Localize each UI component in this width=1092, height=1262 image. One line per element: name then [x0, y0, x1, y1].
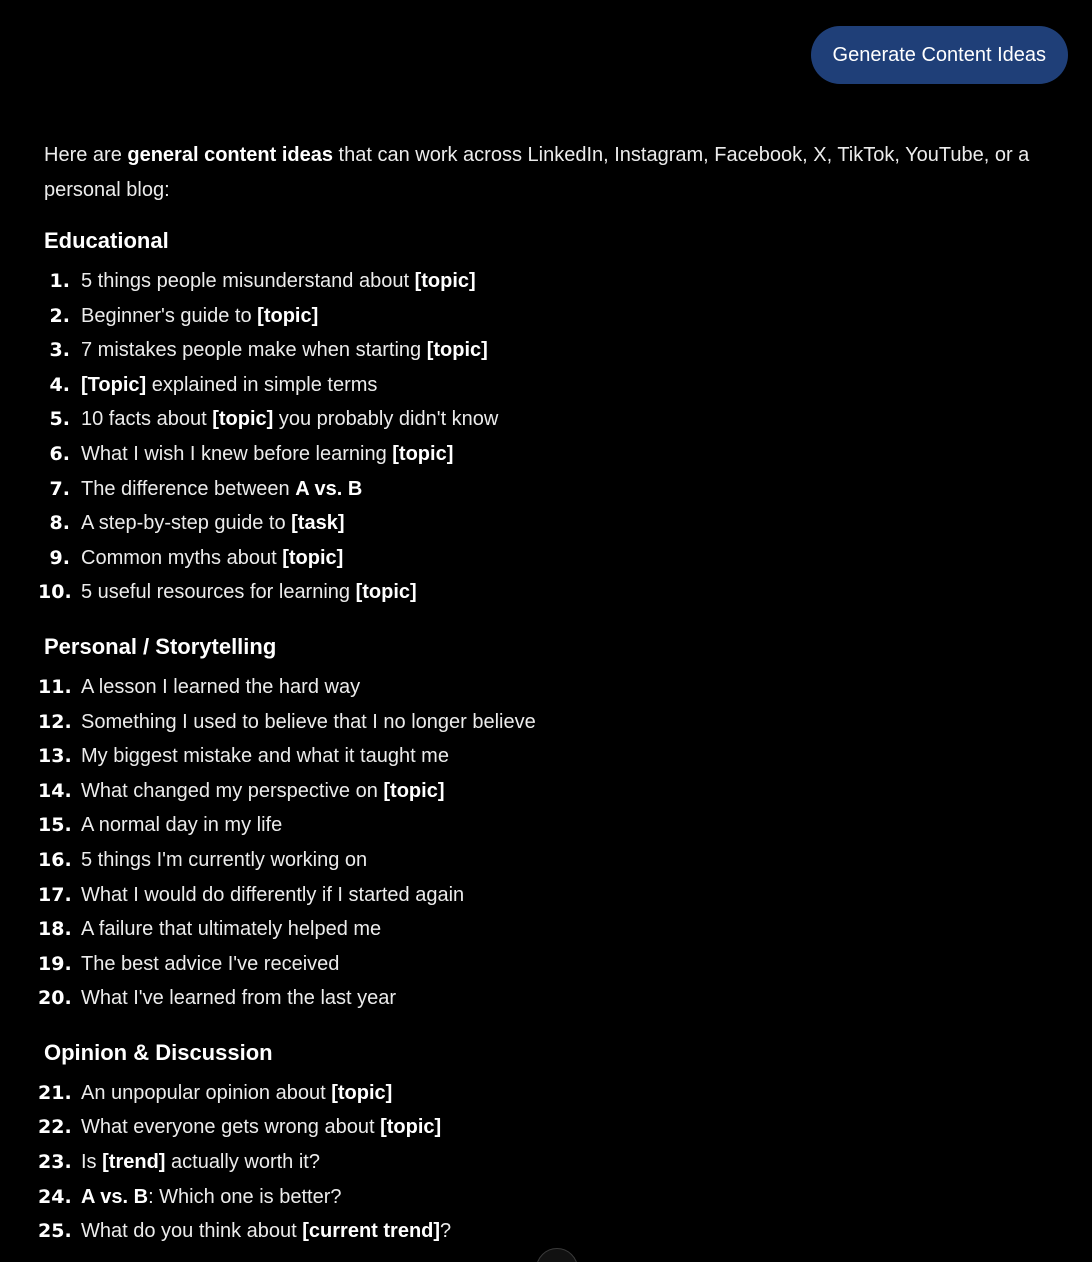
list-item — [38, 981, 1074, 1016]
list-item-text — [81, 575, 417, 610]
list-item — [38, 670, 1074, 705]
list-item — [44, 506, 1074, 541]
idea-list — [38, 1076, 1074, 1249]
list-item-text — [81, 506, 345, 541]
section-title: Opinion & Discussion — [44, 1039, 273, 1065]
list-item-text — [81, 878, 464, 913]
placeholder-bold: [topic] — [383, 779, 445, 802]
list-item-text — [81, 1180, 342, 1215]
list-item — [44, 333, 1074, 368]
list-item-text — [81, 437, 453, 472]
list-item-text — [81, 264, 476, 299]
list-item — [38, 705, 1074, 740]
list-item — [44, 264, 1074, 299]
intro-bold: general content ideas — [127, 144, 333, 166]
intro-before: Here are — [44, 144, 128, 166]
list-number: 15. — [38, 814, 72, 837]
list-number: 9. — [49, 546, 70, 569]
list-number: 20. — [38, 987, 72, 1010]
section-title: Personal / Storytelling — [44, 633, 277, 659]
text-part: ? — [440, 1220, 452, 1243]
text-part: What I've learned from the last year — [81, 987, 397, 1010]
list-item — [44, 368, 1074, 403]
text-part: actually worth it? — [165, 1151, 320, 1174]
text-part: A normal day in my life — [81, 814, 283, 837]
text-part: 5 things I'm currently working on — [81, 848, 368, 871]
list-item — [38, 1110, 1074, 1145]
list-number: 18. — [38, 918, 72, 941]
section — [38, 1038, 1074, 1249]
text-part: What changed my perspective on — [81, 779, 384, 802]
list-number: 24. — [38, 1185, 72, 1208]
intro-after: that can work across LinkedIn, Instagram, Facebook, X, TikTok, YouTube, or a personal blog: — [44, 144, 1030, 201]
text-part: 10 facts about — [81, 408, 213, 431]
list-number: 10. — [38, 581, 72, 604]
list-number: 14. — [38, 779, 72, 802]
text-part: A lesson I learned the hard way — [81, 675, 361, 698]
placeholder-bold: [topic] — [282, 546, 344, 569]
list-item-text — [81, 402, 498, 437]
list-number: 22. — [38, 1116, 72, 1139]
text-part: 7 mistakes people make when starting — [81, 339, 427, 362]
placeholder-bold: [topic] — [380, 1116, 442, 1139]
list-number: 2. — [49, 304, 70, 327]
generate-content-ideas-button[interactable]: Generate Content Ideas — [811, 26, 1068, 84]
text-part: The best advice I've received — [81, 952, 340, 975]
list-item — [38, 843, 1074, 878]
text-part: Common myths about — [81, 546, 283, 569]
list-item — [38, 1180, 1074, 1215]
list-item — [38, 1076, 1074, 1111]
text-part: What I wish I knew before learning — [81, 442, 393, 465]
section-title: Educational — [44, 228, 169, 253]
placeholder-bold: [topic] — [355, 581, 417, 604]
list-item-text — [81, 1145, 320, 1180]
text-part: What do you think about — [81, 1220, 303, 1243]
placeholder-bold: [topic] — [392, 442, 454, 465]
placeholder-bold: [topic] — [414, 270, 476, 292]
text-part: The difference between — [81, 477, 296, 500]
list-item — [38, 808, 1074, 843]
text-part: An unpopular opinion about — [81, 1081, 332, 1104]
list-item — [38, 912, 1074, 947]
section — [38, 226, 1074, 610]
list-item-text — [81, 333, 488, 368]
list-item — [38, 575, 1074, 610]
placeholder-bold: [topic] — [426, 339, 488, 362]
list-item-text — [81, 981, 396, 1016]
list-number: 7. — [49, 477, 70, 500]
list-item-text — [81, 843, 367, 878]
idea-list — [38, 670, 1074, 1016]
idea-sections — [38, 226, 1074, 1249]
list-item-text — [81, 739, 449, 774]
list-number: 5. — [49, 408, 70, 431]
list-item — [38, 774, 1074, 809]
list-item-text — [81, 912, 381, 947]
list-item-text — [81, 472, 362, 507]
text-part: 5 things people misunderstand about — [81, 270, 415, 292]
list-item — [44, 299, 1074, 334]
placeholder-bold: [Topic] — [81, 373, 147, 396]
list-item-text — [81, 1214, 451, 1249]
placeholder-bold: [trend] — [102, 1151, 166, 1174]
text-part: 5 useful resources for learning — [81, 581, 356, 604]
placeholder-bold: [current trend] — [302, 1220, 441, 1243]
list-number: 21. — [38, 1081, 72, 1104]
list-number: 4. — [49, 373, 70, 396]
assistant-response — [38, 138, 1074, 1262]
list-item — [38, 947, 1074, 982]
list-item — [38, 878, 1074, 913]
placeholder-bold: [topic] — [212, 408, 274, 431]
text-part: : Which one is better? — [148, 1185, 342, 1208]
list-item-text — [81, 299, 318, 334]
list-number: 25. — [38, 1220, 72, 1243]
list-number: 17. — [38, 883, 72, 906]
list-item — [38, 1145, 1074, 1180]
text-part: A failure that ultimately helped me — [81, 918, 382, 941]
list-item-text — [81, 1076, 392, 1111]
list-number: 8. — [49, 512, 70, 535]
section — [38, 632, 1074, 1016]
text-part: Is — [81, 1151, 103, 1174]
list-item-text — [81, 541, 343, 576]
text-part: you probably didn't know — [273, 408, 499, 431]
text-part: My biggest mistake and what it taught me — [81, 745, 449, 768]
list-item — [44, 541, 1074, 576]
list-number: 12. — [38, 710, 72, 733]
list-item-text — [81, 705, 536, 740]
list-number: 6. — [49, 442, 70, 465]
list-item — [38, 1214, 1074, 1249]
text-part: What everyone gets wrong about — [81, 1116, 381, 1139]
top-bar — [811, 26, 1068, 84]
list-number: 19. — [38, 952, 72, 975]
text-part: explained in simple terms — [146, 373, 378, 396]
intro-paragraph — [44, 138, 1074, 208]
placeholder-bold: A vs. B — [81, 1185, 149, 1208]
text-part: A step-by-step guide to — [81, 512, 292, 535]
text-part: Beginner's guide to — [81, 304, 258, 327]
placeholder-bold: [topic] — [257, 304, 319, 327]
list-number: 3. — [49, 339, 70, 362]
list-item-text — [81, 670, 360, 705]
list-number: 1. — [49, 270, 70, 292]
placeholder-bold: [task] — [291, 512, 345, 535]
text-part: What I would do differently if I started again — [81, 883, 465, 906]
list-item-text — [81, 774, 444, 809]
list-item-text — [81, 368, 377, 403]
list-number: 16. — [38, 848, 72, 871]
text-part: Something I used to believe that I no longer believe — [81, 710, 536, 733]
idea-list — [38, 264, 1074, 610]
list-item — [38, 739, 1074, 774]
list-item — [44, 472, 1074, 507]
list-item-text — [81, 808, 282, 843]
placeholder-bold: A vs. B — [295, 477, 363, 500]
list-number: 13. — [38, 745, 72, 768]
list-item — [44, 437, 1074, 472]
list-item-text — [81, 947, 339, 982]
list-number: 23. — [38, 1151, 72, 1174]
list-number: 11. — [38, 675, 72, 698]
list-item-text — [81, 1110, 441, 1145]
placeholder-bold: [topic] — [331, 1081, 393, 1104]
list-item — [44, 402, 1074, 437]
